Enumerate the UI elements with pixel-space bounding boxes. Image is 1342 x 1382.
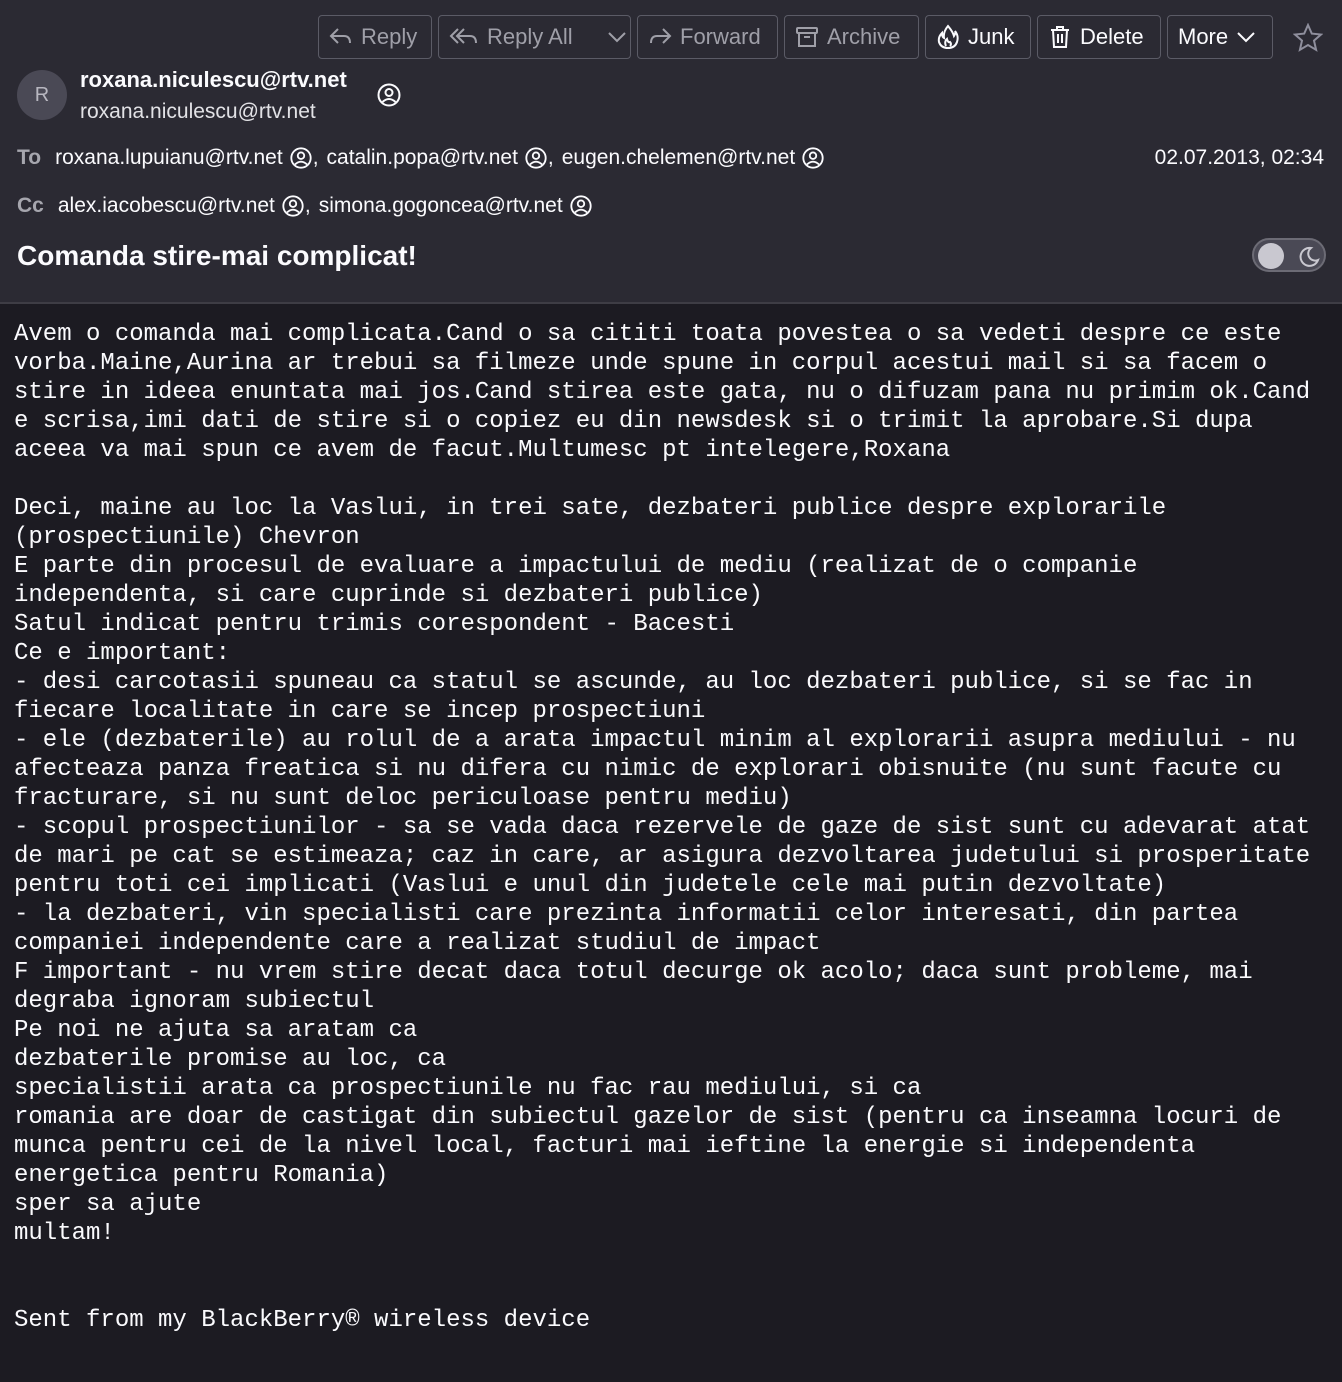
recipient-address: simona.gogoncea@rtv.net — [318, 194, 563, 217]
recipient-address: roxana.lupuianu@rtv.net — [55, 146, 283, 169]
contact-icon[interactable] — [524, 146, 548, 170]
reply-icon — [329, 26, 353, 48]
reply-all-button[interactable] — [438, 15, 631, 59]
to-row: To roxana.lupuianu@rtv.net , catalin.popa@rtv.net , eugen.chelemen@rtv.net — [17, 146, 825, 170]
trash-icon — [1048, 25, 1072, 49]
more-button[interactable] — [1167, 15, 1273, 59]
reply-all-icon — [449, 26, 479, 48]
delete-button[interactable] — [1037, 15, 1161, 59]
recipient[interactable] — [327, 146, 548, 170]
contact-icon[interactable] — [281, 194, 305, 218]
archive-button[interactable] — [784, 15, 919, 59]
delete-label: Delete — [1080, 24, 1144, 49]
add-contact-icon[interactable] — [376, 82, 402, 108]
forward-icon — [648, 26, 672, 48]
recipient[interactable] — [58, 194, 305, 218]
contact-icon[interactable] — [289, 146, 313, 170]
contact-icon[interactable] — [569, 194, 593, 218]
chevron-down-icon — [1236, 31, 1256, 43]
cc-label: Cc — [17, 194, 44, 217]
recipient[interactable] — [562, 146, 825, 170]
sender-address[interactable]: roxana.niculescu@rtv.net — [80, 100, 316, 123]
recipient-address: catalin.popa@rtv.net — [326, 146, 518, 169]
cc-row: Cc alex.iacobescu@rtv.net , simona.gogoncea@rtv.net — [17, 194, 593, 218]
avatar: R — [17, 70, 67, 120]
moon-icon — [1298, 246, 1320, 268]
toggle-knob — [1258, 243, 1284, 269]
message-subject: Comanda stire-mai complicat! — [17, 240, 417, 271]
junk-button[interactable] — [925, 15, 1031, 59]
forward-button[interactable] — [637, 15, 778, 59]
message-date: 02.07.2013, 02:34 — [1154, 146, 1324, 169]
chevron-down-icon — [607, 31, 627, 43]
archive-icon — [795, 25, 819, 49]
to-label: To — [17, 146, 42, 169]
recipient[interactable] — [319, 194, 593, 218]
dark-mode-toggle[interactable] — [1252, 238, 1326, 272]
contact-icon[interactable] — [801, 146, 825, 170]
message-body: Avem o comanda mai complicata.Cand o sa cititi toata povestea o sa vedeti despre ce este vorba.Maine,Aurina ar trebui sa filmeze unde spune in corpul acestui mail si sa facem o stire in ideea enuntata mai jos.Cand stirea este gata, nu o difuzam pana nu primim ok.Cand e scrisa,imi dati de stire si o copiez eu din newsdesk si o trimit la aprobare.Si dupa aceea va mai spun ce avem de facut.Multumesc pt intelegere,Roxana Deci, maine au loc la Vaslui, in trei sate, dezbateri publice despre explorarile (prospectiunile) Chevron E parte din procesul de evaluare a impactului de mediu (realizat de o companie independenta, si care cuprinde si dezbateri publice) Satul indicat pentru trimis corespondent - Bacesti Ce e important: - desi carcotasii spuneau ca statul se ascunde, au loc dezbateri publice, si se fac in fiecare localitate in care se incep prospectiuni - ele (dezbaterile) au rolul de a arata impactul minim al explorarii asupra mediului - nu afecteaza panza freatica si nu difera cu nimic de explorari obisnuite (nu sunt facute cu fracturare, si nu sunt deloc periculoase pentru mediu) - scopul prospectiunilor - sa se vada daca rezervele de gaze de sist sunt cu adevarat atat de mari pe cat se estimeaza; caz in care, ar asigura dezvoltarea judetului si prosperitate pentru toti cei implicati (Vaslui e unul din judetele cele mai putin dezvoltate) - la dezbateri, vin specialisti care prezinta informatii celor interesati, din partea companiei independente care a realizat studiul de impact F important - nu vrem stire decat daca totul decurge ok acolo; daca sunt probleme, mai degraba ignoram subiectul Pe noi ne ajuta sa aratam ca dezbaterile promise au loc, ca specialistii arata ca prospectiunile nu fac rau mediului, si ca romania are doar de castigat din subiectul gazelor de sist (pentru ca inseamna locuri de munca pentru cei de la nivel local, facturi mai ieftine la energie si independenta energetica pentru Romania) sper sa ajute multam! Sent from my BlackBerry® wireless device — [14, 321, 1311, 1334]
reply-label: Reply — [361, 24, 418, 49]
reply-all-dropdown[interactable] — [595, 31, 639, 43]
sender-name[interactable]: roxana.niculescu@rtv.net — [80, 67, 347, 92]
recipient[interactable] — [55, 146, 313, 170]
flame-icon — [936, 24, 960, 50]
star-icon[interactable] — [1293, 23, 1323, 53]
reply-button[interactable] — [318, 15, 432, 59]
recipient-address: eugen.chelemen@rtv.net — [561, 146, 796, 169]
reply-all-label: Reply All — [487, 24, 573, 49]
message-header — [0, 0, 1342, 304]
forward-label: Forward — [680, 24, 761, 49]
more-label: More — [1178, 24, 1229, 49]
archive-label: Archive — [827, 24, 901, 49]
recipient-address: alex.iacobescu@rtv.net — [57, 194, 275, 217]
junk-label: Junk — [968, 24, 1015, 49]
